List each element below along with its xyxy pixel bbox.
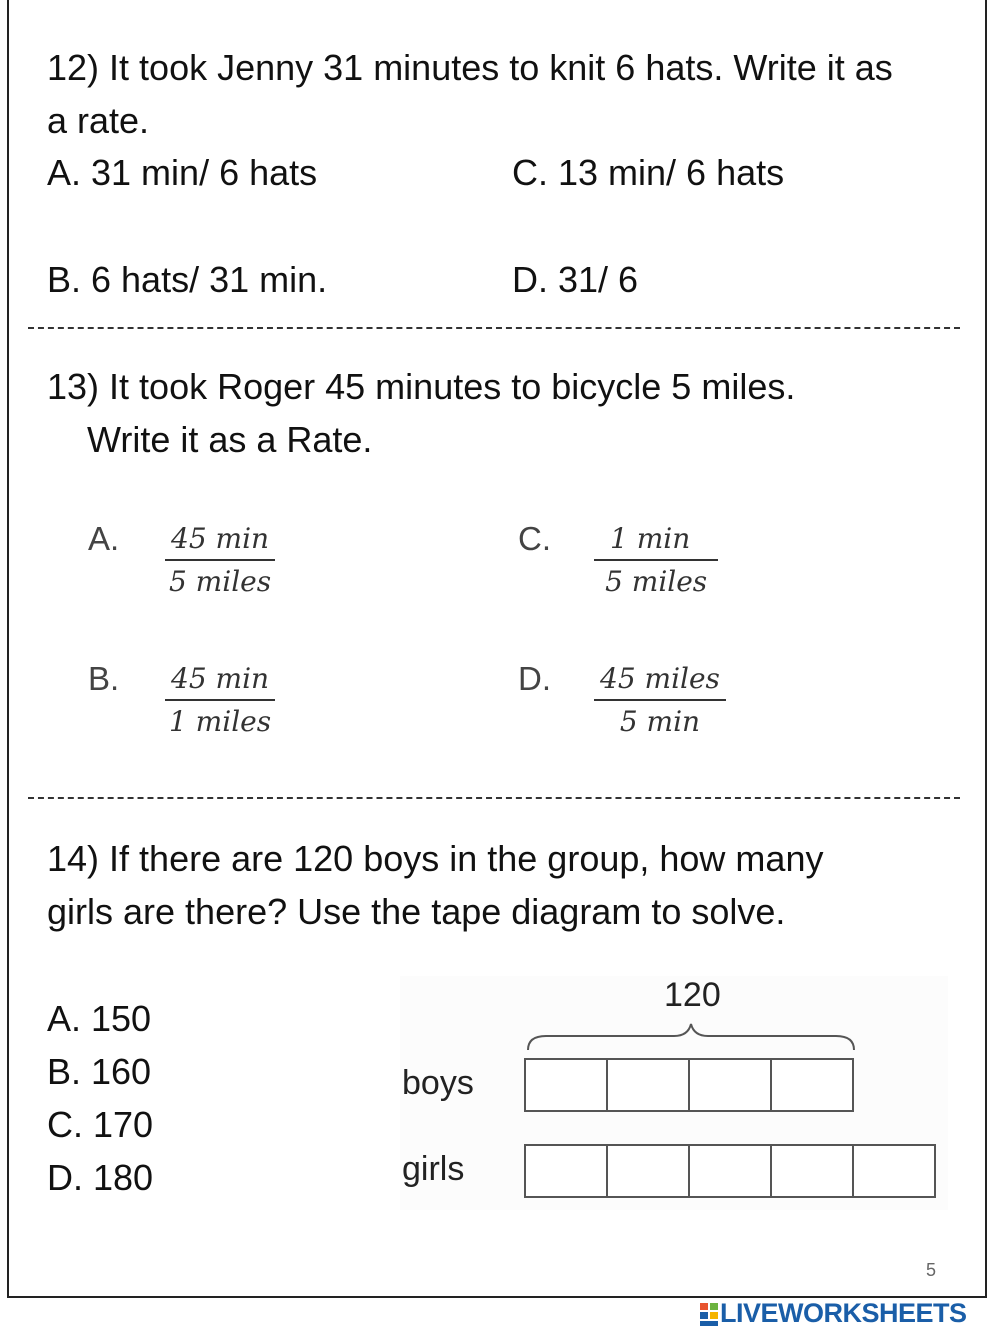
q14-option-d[interactable]: D. 180 — [47, 1157, 154, 1198]
q13-option-c-denominator: 5 miles — [605, 565, 708, 598]
tape-boys-unit-box — [770, 1058, 854, 1112]
section-divider-1 — [28, 327, 960, 329]
q14-option-c[interactable]: C. 170 — [47, 1104, 154, 1145]
tape-girls-unit-box — [606, 1144, 690, 1198]
q12-text-line1: 12) It took Jenny 31 minutes to knit 6 hats. Write it as — [47, 47, 893, 88]
q13-text-line2: Write it as a Rate. — [87, 419, 373, 460]
tape-girls-unit-box — [770, 1144, 854, 1198]
tape-girls-unit-box — [688, 1144, 772, 1198]
liveworksheets-logo-icon — [700, 1303, 718, 1327]
tape-girls-unit-box — [524, 1144, 608, 1198]
q14-text-line2: girls are there? Use the tape diagram to solve. — [47, 891, 786, 932]
curly-brace-icon — [524, 1020, 858, 1056]
q13-option-c-numerator: 1 min — [594, 522, 718, 561]
q13-option-a-label[interactable]: A. — [88, 520, 120, 557]
tape-boys-unit-box — [524, 1058, 608, 1112]
q13-option-c-label[interactable]: C. — [518, 520, 551, 557]
q13-option-d-label[interactable]: D. — [518, 660, 551, 697]
q12-option-a[interactable]: A. 31 min/ 6 hats — [47, 152, 318, 193]
q12-option-b[interactable]: B. 6 hats/ 31 min. — [47, 259, 328, 300]
q13-option-b-numerator: 45 min — [165, 662, 275, 701]
q13-text-line1: 13) It took Roger 45 minutes to bicycle 5 miles. — [47, 366, 796, 407]
tape-boys-unit-box — [606, 1058, 690, 1112]
q13-option-d-fraction[interactable] — [594, 662, 726, 739]
q13-option-a-numerator: 45 min — [165, 522, 275, 561]
q14-option-b[interactable]: B. 160 — [47, 1051, 152, 1092]
q12-option-d[interactable]: D. 31/ 6 — [512, 259, 639, 300]
q13-option-d-denominator: 5 min — [619, 705, 701, 738]
tape-girls-unit-box — [852, 1144, 936, 1198]
q13-option-d-numerator: 45 miles — [594, 662, 726, 701]
q13-option-c-fraction[interactable] — [594, 522, 718, 599]
liveworksheets-brand: LIVEWORKSHEETS — [720, 1298, 967, 1328]
tape-total-label: 120 — [664, 976, 721, 1014]
tape-row-girls-label: girls — [402, 1150, 465, 1188]
q13-option-a-fraction[interactable] — [165, 522, 275, 599]
tape-diagram — [400, 976, 948, 1210]
q13-option-a-denominator: 5 miles — [168, 565, 272, 598]
liveworksheets-footer — [700, 1298, 1000, 1332]
tape-row-boys-label: boys — [402, 1064, 474, 1102]
q13-option-b-denominator: 1 miles — [168, 705, 272, 738]
q14-text-line1: 14) If there are 120 boys in the group, how many — [47, 838, 824, 879]
tape-boys-unit-box — [688, 1058, 772, 1112]
q12-option-c[interactable]: C. 13 min/ 6 hats — [512, 152, 785, 193]
q13-option-b-label[interactable]: B. — [88, 660, 120, 697]
q12-text-line2: a rate. — [47, 100, 150, 141]
q13-option-b-fraction[interactable] — [165, 662, 275, 739]
page-number: 5 — [925, 1260, 936, 1280]
section-divider-2 — [28, 797, 960, 799]
q14-option-a[interactable]: A. 150 — [47, 998, 152, 1039]
